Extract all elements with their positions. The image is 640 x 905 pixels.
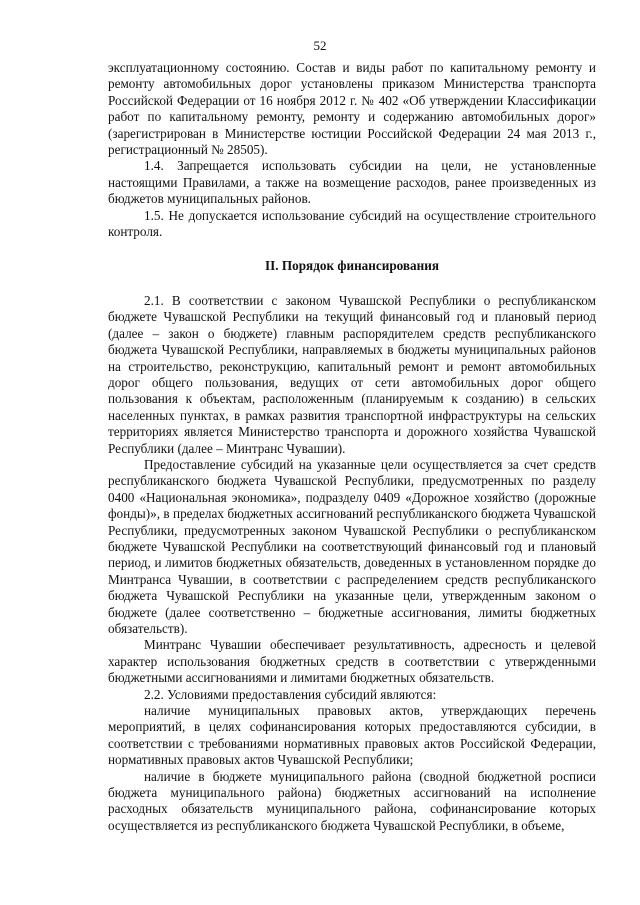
paragraph-1-4: 1.4. Запрещается использовать субсидии на цели, не установленные настоящими Правилами, а также на возмещение расходов, ранее произведенных из бюджетов муниципальных районов.: [108, 158, 596, 207]
paragraph-subsidy-provision: Предоставление субсидий на указанные цели осуществляется за счет средств республиканского бюджета Чувашской Республики, предусмотренных по разделу 0400 «Национальная экономика», подразделу 0409 «Дорожное хозяйство (дорожные фонды)», в пределах бюджетных ассигнований республиканского бюджета Чувашской Республики, предусмотренных законом Чувашской Республики о республиканском бюджете Чувашской Республики на соответствующий финансовый год и плановый период, и лимитов бюджетных обязательств, доведенных в установленном порядке до Минтранса Чувашии, в соответствии с распределением средств республиканского бюджета Чувашской Республики на указанные цели, утвержденным законом о бюджете (далее соответственно – бюджетные ассигнования, лимиты бюджетных обязательств).: [108, 456, 596, 636]
paragraph-condition-legal-acts: наличие муниципальных правовых актов, утверждающих перечень мероприятий, в целях софинансирования которых предоставляются субсидии, в соответствии с требованиями нормативных правовых актов Российской Федерации, нормативных правовых актов Чувашской Республики;: [108, 703, 596, 768]
paragraph-condition-budget: наличие в бюджете муниципального района (сводной бюджетной росписи бюджета муниципального района) бюджетных ассигнований на исполнение расходных обязательств муниципального района, софинансирование которых осуществляется из республиканского бюджета Чувашской Республики, в объеме,: [108, 768, 596, 833]
section-heading: II. Порядок финансирования: [265, 258, 439, 274]
paragraph-continuation: эксплуатационному состоянию. Состав и виды работ по капитальному ремонту и ремонту автомобильных дорог установлены приказом Министерства транспорта Российской Федерации от 16 ноября 2012 г. № 402 «Об утверждении Классификации работ по капитальному ремонту, ремонту и содержанию автомобильных дорог» (зарегистрирован в Министерстве юстиции Российской Федерации 24 мая 2013 г., регистрационный № 28505).: [108, 60, 596, 158]
paragraph-mintrans-ensures: Минтранс Чувашии обеспечивает результативность, адресность и целевой характер использования бюджетных средств в соответствии с утвержденными бюджетными ассигнованиями и лимитами бюджетных обязательств.: [108, 637, 596, 686]
paragraph-2-1: 2.1. В соответствии с законом Чувашской Республики о республиканском бюджете Чувашской Республики на текущий финансовый год и плановый период (далее – закон о бюджете) главным распорядителем средств республиканского бюджета Чувашской Республики, направляемых в бюджеты муниципальных районов на строительство, реконструкцию, капитальный ремонт и ремонт автомобильных дорог общего пользования, ведущих от сети автомобильных дорог общего пользования к объектам, расположенным (планируемым к созданию) в сельских населенных пунктах, в рамках развития транспортной инфраструктуры на сельских территориях является Министерство транспорта и дорожного хозяйства Чувашской Республики (далее – Минтранс Чувашии).: [108, 292, 596, 456]
paragraph-1-5: 1.5. Не допускается использование субсидий на осуществление строительного контроля.: [108, 207, 596, 240]
document-body: [108, 60, 596, 834]
page-number: 52: [313, 38, 327, 53]
paragraph-2-2: 2.2. Условиями предоставления субсидий являются:: [144, 686, 437, 702]
